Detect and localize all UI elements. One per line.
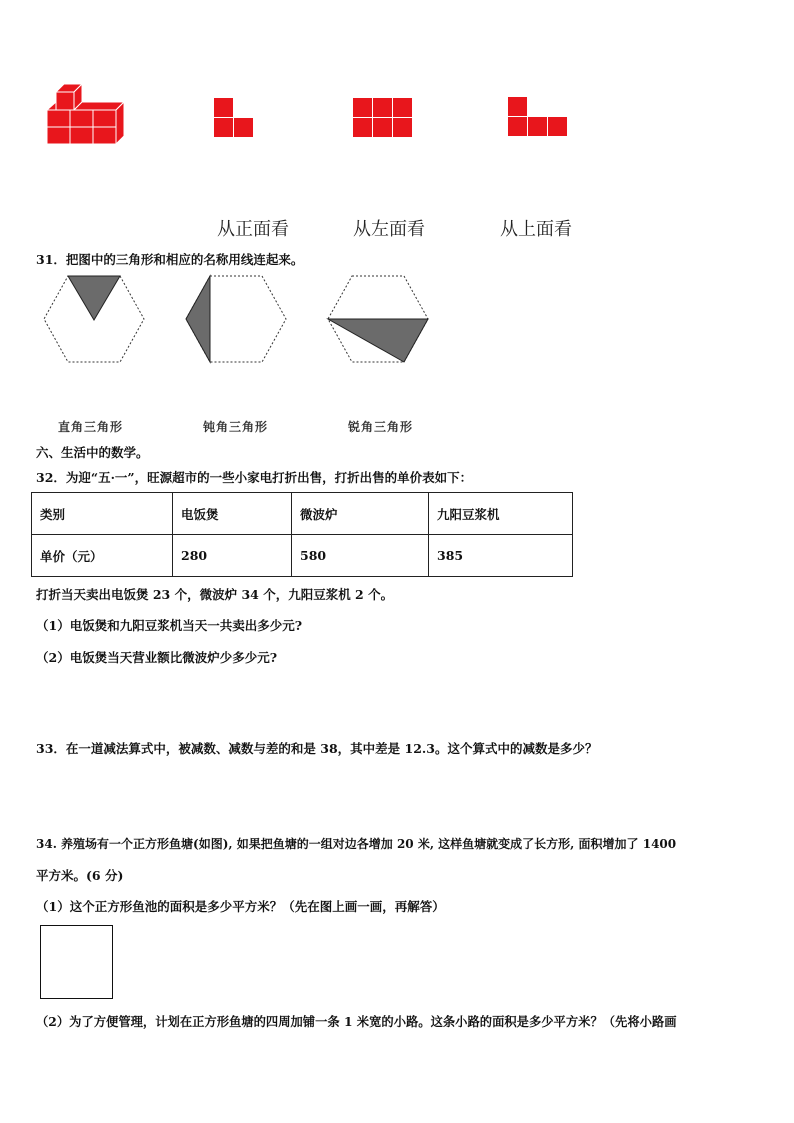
table-row bbox=[32, 535, 573, 577]
hexagon-right-triangle bbox=[42, 274, 146, 364]
question-32: 32．为迎“五·一”，旺源超市的一些小家电打折出售，打折出售的单价表如下： bbox=[36, 470, 473, 485]
table-cell: 单价（元） bbox=[32, 535, 173, 577]
table-row bbox=[32, 493, 573, 535]
table-cell: 微波炉 bbox=[292, 493, 429, 535]
view-label-front: 从正面看 bbox=[217, 219, 289, 240]
label-acute-triangle: 锐角三角形 bbox=[348, 420, 414, 434]
table-cell: 九阳豆浆机 bbox=[429, 493, 573, 535]
price-table bbox=[31, 492, 573, 577]
question-32-sold: 打折当天卖出电饭煲 23 个，微波炉 34 个，九阳豆浆机 2 个。 bbox=[36, 587, 394, 602]
question-34-line1: 34. 养殖场有一个正方形鱼塘(如图), 如果把鱼塘的一组对边各增加 20 米, 这样鱼塘就变成了长方形, 面积增加了 1400 bbox=[36, 837, 677, 851]
front-view-figure bbox=[213, 97, 255, 138]
question-34-sub1: （1）这个正方形鱼池的面积是多少平方米？（先在图上画一画，再解答） bbox=[36, 899, 445, 914]
table-cell: 电饭煲 bbox=[173, 493, 292, 535]
table-cell: 280 bbox=[173, 535, 292, 577]
square-pond-figure bbox=[40, 925, 113, 999]
question-34-line2: 平方米。(6 分) bbox=[36, 868, 124, 883]
question-32-sub2: （2）电饭煲当天营业额比微波炉少多少元? bbox=[36, 650, 278, 665]
view-label-top: 从上面看 bbox=[500, 219, 572, 240]
question-34-sub2: （2）为了方便管理，计划在正方形鱼塘的四周加铺一条 1 米宽的小路。这条小路的面积是多少平方米？（先将小路画 bbox=[36, 1014, 677, 1029]
left-view-figure bbox=[352, 97, 413, 138]
hexagon-acute-triangle bbox=[326, 274, 430, 364]
label-obtuse-triangle: 钝角三角形 bbox=[203, 420, 269, 434]
top-view-figure bbox=[507, 96, 568, 137]
hexagon-obtuse-triangle bbox=[184, 274, 288, 364]
table-cell: 580 bbox=[292, 535, 429, 577]
cube-stack-figure bbox=[44, 84, 128, 146]
view-label-left: 从左面看 bbox=[353, 219, 425, 240]
table-cell: 385 bbox=[429, 535, 573, 577]
question-33: 33．在一道减法算式中，被减数、减数与差的和是 38，其中差是 12.3。这个算式中的减数是多少？ bbox=[36, 741, 598, 756]
table-cell: 类别 bbox=[32, 493, 173, 535]
question-32-sub1: （1）电饭煲和九阳豆浆机当天一共卖出多少元? bbox=[36, 618, 303, 633]
label-right-triangle: 直角三角形 bbox=[58, 420, 124, 434]
question-31: 31．把图中的三角形和相应的名称用线连起来。 bbox=[36, 252, 304, 267]
section-6-title: 六、生活中的数学。 bbox=[36, 445, 149, 460]
